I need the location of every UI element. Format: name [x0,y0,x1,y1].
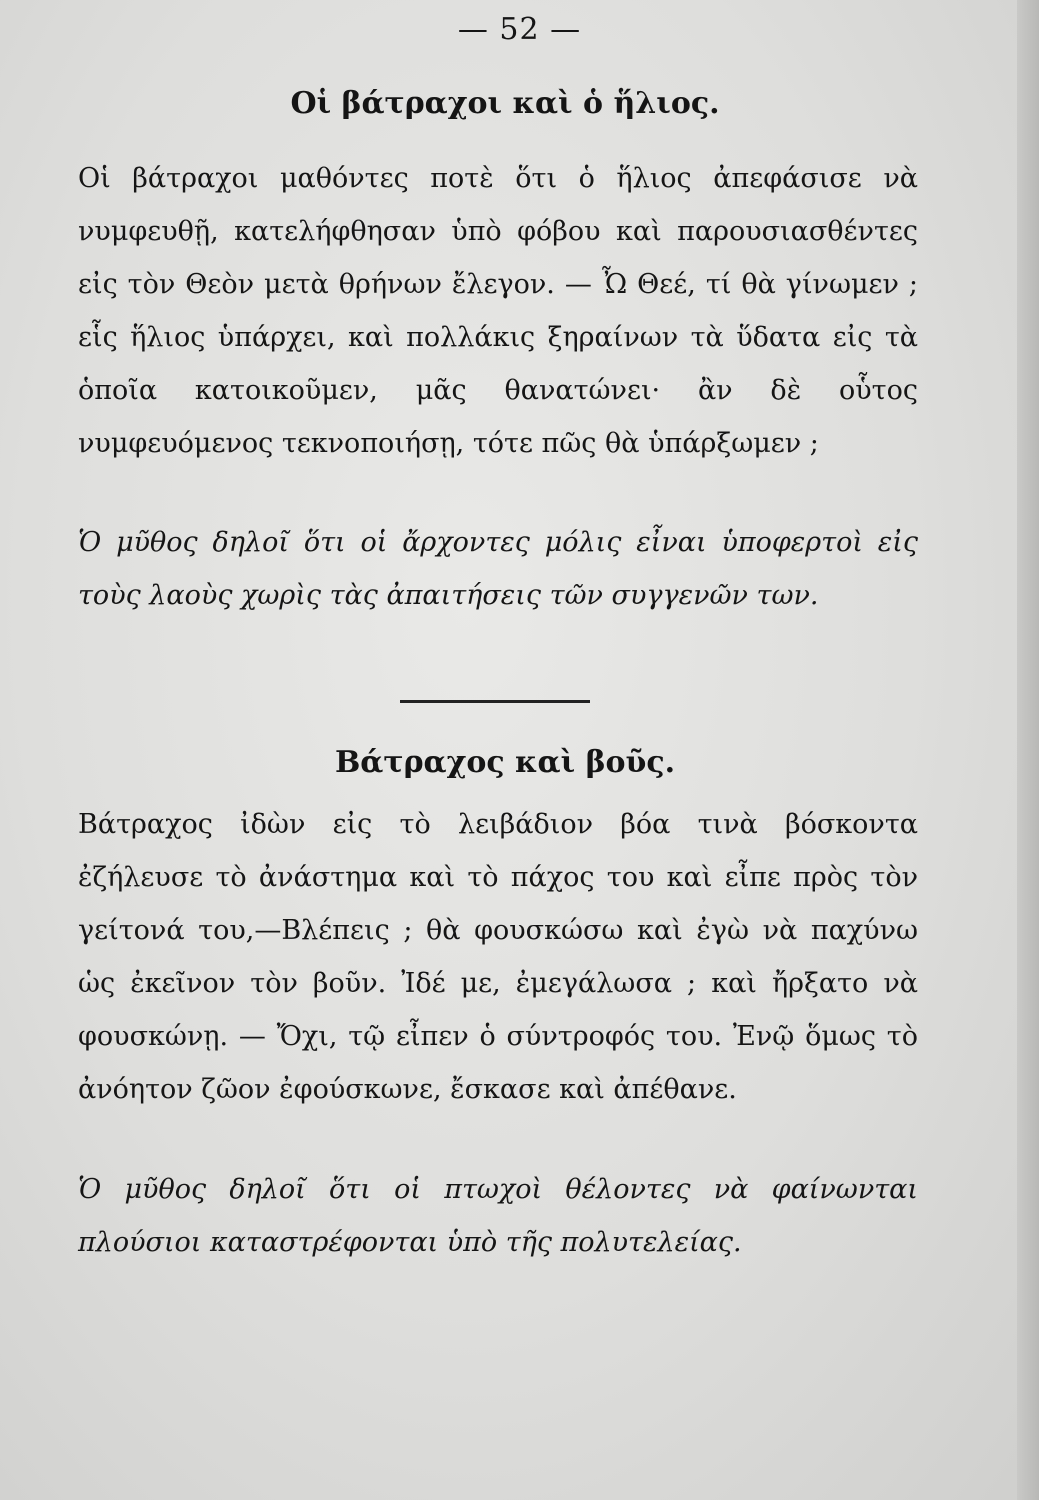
fable-1-text: Οἱ βάτραχοι μαθόντες ποτὲ ὅτι ὁ ἥλιος ἀπεφάσισε νὰ νυμφευθῇ, κατελήφθησαν ὑπὸ φόβου καὶ παρουσιασθέντες εἰς τὸν Θεὸν μετὰ θρήνων ἔλεγον. — Ὦ Θεέ, τί θὰ γίνωμεν ; εἷς ἥλιος ὑπάρχει, καὶ πολλάκις ξηραίνων τὰ ὕδατα εἰς τὰ ὁποῖα κατοικοῦμεν, μᾶς θανατώνει· ἂν δὲ οὗτος νυμφευόμενος τεκνοποιήσῃ, τότε πῶς θὰ ὑπάρξωμεν ; [78,163,918,459]
page-number: — 52 — [457,12,582,47]
fable-1-moral: Ὁ μῦθος δηλοῖ ὅτι οἱ ἄρχοντες μόλις εἶναι ὑποφερτοὶ εἰς τοὺς λαοὺς χωρὶς τὰς ἀπαιτήσεις τῶν συγγενῶν των. [78,527,918,611]
fable-1-title: Οἱ βάτραχοι καὶ ὁ ἥλιος. [290,86,720,121]
fable-2-title: Βάτραχος καὶ βοῦς. [334,745,676,780]
page-edge [1017,0,1039,1500]
fable-2-text: Βάτραχος ἰδὼν εἰς τὸ λειβάδιον βόα τινὰ βόσκοντα ἐζήλευσε τὸ ἀνάστημα καὶ τὸ πάχος του καὶ εἶπε πρὸς τὸν γείτονά του,—Βλέπεις ; θὰ φουσκώσω καὶ ἐγὼ νὰ παχύνω ὡς ἐκεῖνον τὸν βοῦν. Ἰδέ με, ἐμεγάλωσα ; καὶ ἤρξατο νὰ φουσκώνῃ. — Ὄχι, τῷ εἶπεν ὁ σύντροφός του. Ἐνῷ ὅμως τὸ ἀνόητον ζῶον ἐφούσκωνε, ἔσκασε καὶ ἀπέθανε. [78,809,918,1105]
fable-2-moral: Ὁ μῦθος δηλοῖ ὅτι οἱ πτωχοὶ θέλοντες νὰ φαίνωνται πλούσιοι καταστρέφονται ὑπὸ τῆς πολυτελείας. [78,1174,918,1258]
section-divider [400,700,590,703]
